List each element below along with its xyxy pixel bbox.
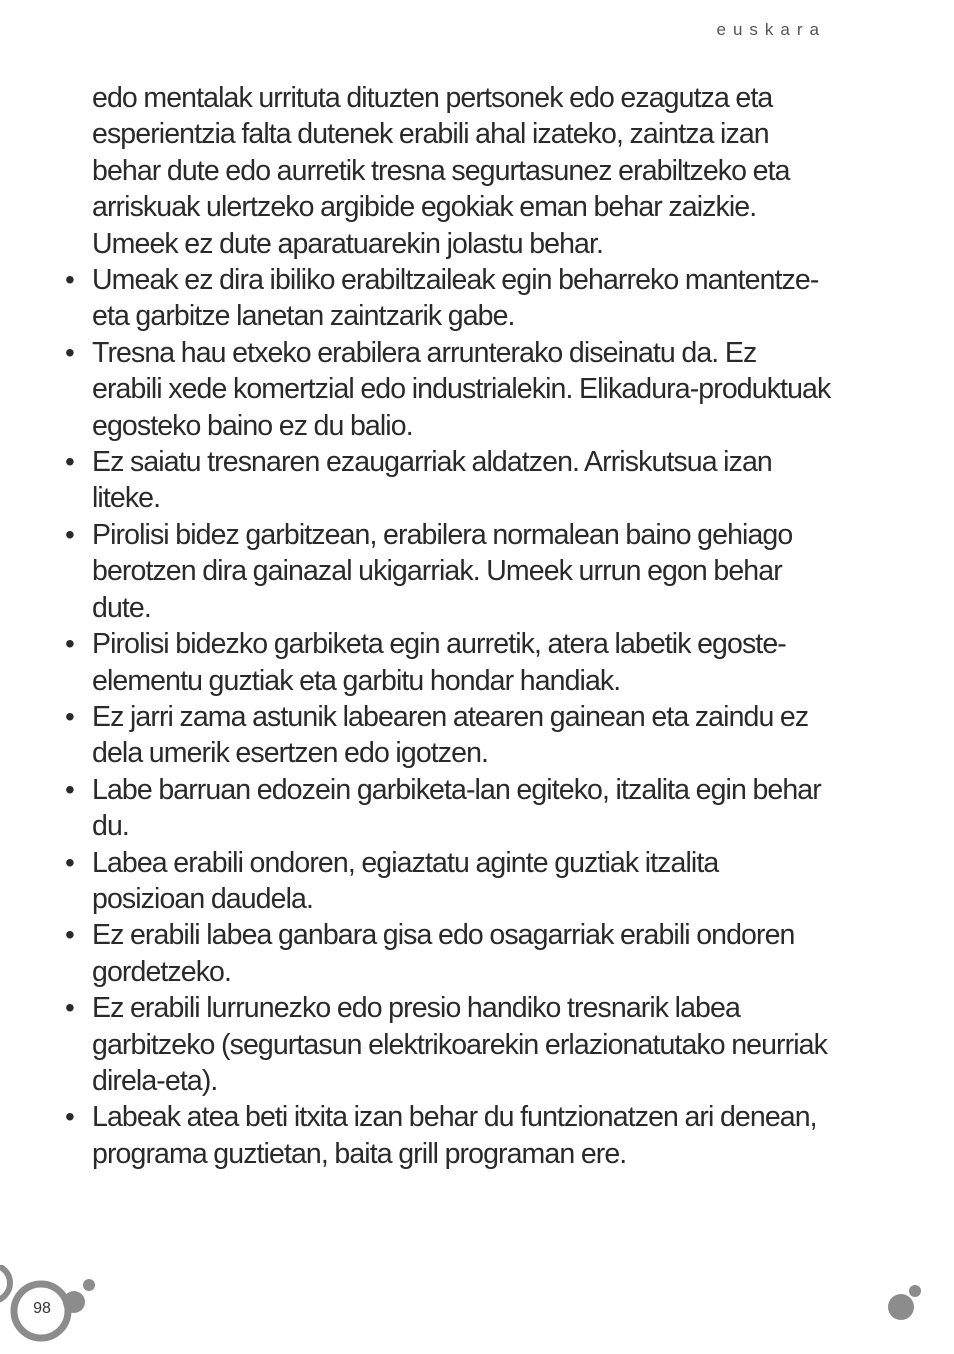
main-content xyxy=(62,80,832,1172)
small-dot-icon xyxy=(83,1279,95,1291)
bullet-icon: • xyxy=(65,336,74,368)
list-item-text: Ez saiatu tresnaren ezaugarriak aldatzen. Arriskutsua izan liteke. xyxy=(92,446,772,515)
language-label: euskara xyxy=(716,20,826,39)
bullet-icon: • xyxy=(65,446,74,478)
footer-right-dots-icon xyxy=(880,1280,930,1330)
list-item-text: Labe barruan edozein garbiketa-lan egiteko, itzalita egin behar du. xyxy=(92,773,821,843)
list-item xyxy=(62,845,832,918)
bullet-icon: • xyxy=(65,773,74,805)
bullet-icon: • xyxy=(65,1101,74,1133)
list-item-text: Pirolisi bidezko garbiketa egin aurretik, atera labetik egoste-elementu guztiak eta garbitu hondar handiak. xyxy=(92,628,786,697)
list-item xyxy=(62,517,832,626)
bullet-icon: • xyxy=(65,628,74,660)
list-item xyxy=(62,335,832,444)
list-item-text: Labeak atea beti itxita izan behar du funtzionatzen ari denean, programa guztietan, baita grill programan ere. xyxy=(92,1101,817,1170)
list-item-text: Tresna hau etxeko erabilera arrunterako diseinatu da. Ez erabili xede komertzial edo industrialekin. Elikadura-produktuak egosteko baino ez du balio. xyxy=(92,336,831,442)
list-item-text: Ez erabili labea ganbara gisa edo osagarriak erabili ondoren gordetzeko. xyxy=(92,919,795,988)
page-number: 98 xyxy=(33,1300,51,1317)
list-item xyxy=(62,699,832,772)
list-item xyxy=(62,917,832,990)
large-dot-icon xyxy=(63,1291,85,1313)
list-item xyxy=(62,444,832,517)
bullet-icon: • xyxy=(65,846,74,878)
list-item-text: Ez jarri zama astunik labearen atearen gainean eta zaindu ez dela umerik esertzen edo igotzen. xyxy=(92,700,809,770)
safety-bullet-list xyxy=(62,262,832,1172)
list-item-text: Ez erabili lurrunezko edo presio handiko tresnarik labea garbitzeko (segurtasun elektrikoarekin erlazionatutako neurriak direla-eta). xyxy=(92,992,827,1097)
intro-paragraph: edo mentalak urrituta dituzten pertsonek edo ezagutza eta esperientzia falta dutenek erabili ahal izateko, zaintza izan behar dute edo aurretik tresna segurtasunez erabiltzeko eta arriskuak ulertzeko argibide egokiak eman behar zaizkie. Umeek ez dute aparatuarekin jolastu behar. xyxy=(92,82,790,260)
small-dot-icon xyxy=(909,1285,921,1297)
bullet-icon: • xyxy=(65,992,74,1024)
list-item xyxy=(62,626,832,699)
edge-ring-icon xyxy=(0,1265,10,1301)
list-item xyxy=(62,990,832,1099)
bullet-icon: • xyxy=(65,264,74,296)
list-item-text: Umeak ez dira ibiliko erabiltzaileak egin beharreko mantentze- eta garbitze lanetan zaintzarik gabe. xyxy=(92,264,819,333)
bullet-icon: • xyxy=(65,919,74,951)
list-item xyxy=(62,262,832,335)
list-item xyxy=(62,1099,832,1172)
list-item-text: Pirolisi bidez garbitzean, erabilera normalean baino gehiago berotzen dira gainazal ukigarriak. Umeek urrun egon behar dute. xyxy=(92,518,793,624)
bullet-icon: • xyxy=(65,700,74,732)
bullet-icon: • xyxy=(65,518,74,550)
large-dot-icon xyxy=(888,1294,914,1320)
list-item-text: Labea erabili ondoren, egiaztatu aginte guztiak itzalita posizioan daudela. xyxy=(92,846,719,915)
list-item xyxy=(62,772,832,845)
